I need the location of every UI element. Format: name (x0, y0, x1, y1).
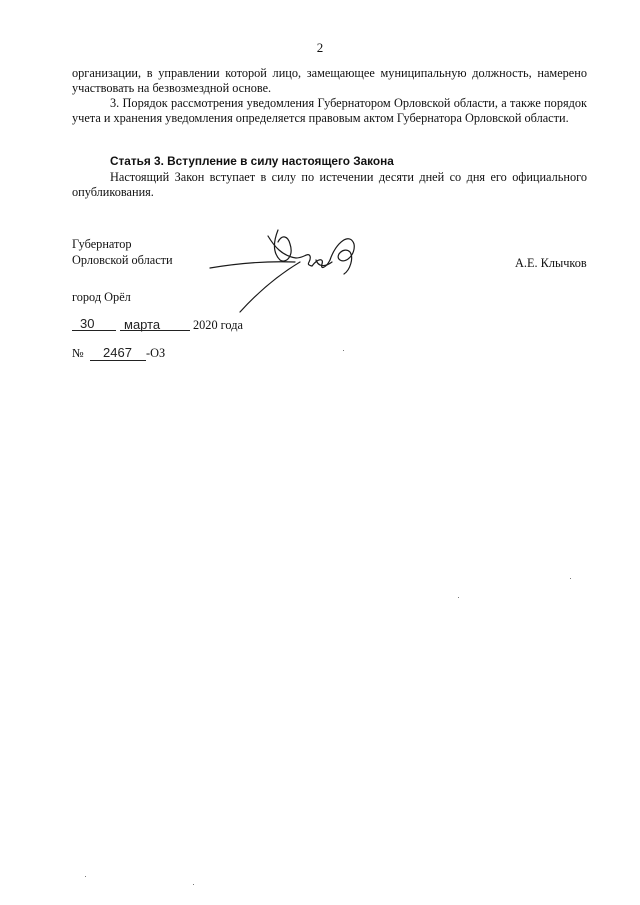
number-suffix: -ОЗ (146, 346, 166, 360)
number-underline (90, 360, 146, 361)
scan-speck (85, 876, 86, 877)
governor-name: А.Е. Клычков (515, 256, 587, 270)
paragraph-continuation: организации, в управлении которой лицо, замещающее муниципальную должность, намерено участвовать на безвозмездной основе. (72, 66, 587, 95)
governor-position-line1: Губернатор (72, 237, 132, 251)
page-number: 2 (316, 40, 324, 55)
scan-speck (570, 578, 571, 579)
scan-speck (343, 350, 344, 351)
scan-speck (193, 884, 194, 885)
article-title: Статья 3. Вступление в силу настоящего Закона (110, 154, 394, 168)
date-day: 30 (80, 316, 95, 331)
date-year: 2020 года (193, 318, 243, 332)
article-text: Настоящий Закон вступает в силу по истечении десяти дней со дня его официального опубликования. (72, 170, 587, 199)
scan-speck (458, 597, 459, 598)
governor-position-line2: Орловской области (72, 253, 173, 267)
handwritten-signature (200, 222, 370, 317)
paragraph-item-3: 3. Порядок рассмотрения уведомления Губернатором Орловской области, а также порядок учета и хранения уведомления определяется правовым актом Губернатора Орловской области. (72, 96, 587, 125)
number-value: 2467 (103, 345, 132, 360)
city: город Орёл (72, 290, 131, 304)
number-prefix: № (72, 346, 84, 360)
date-month: марта (124, 317, 161, 332)
